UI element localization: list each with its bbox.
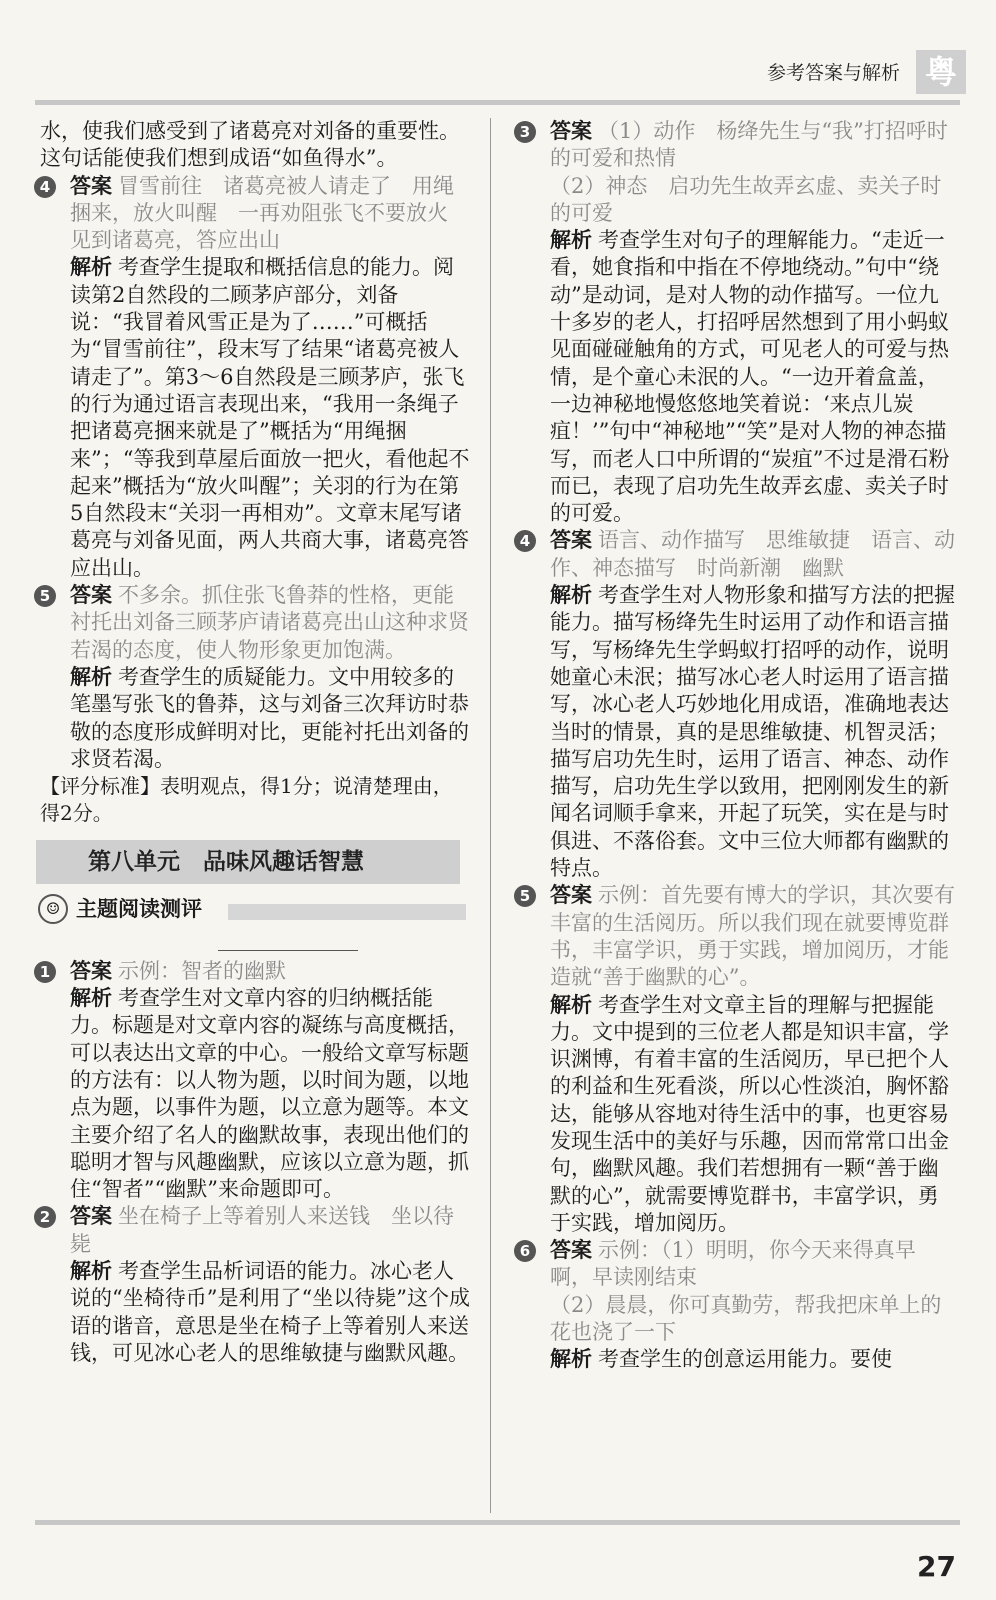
- analysis-label: 解析: [70, 255, 112, 280]
- analysis-text: 考查学生的创意运用能力。要使: [598, 1347, 892, 1372]
- analysis-5: [40, 664, 470, 773]
- analysis-label: 解析: [550, 228, 592, 253]
- answer-text: 语言、动作描写 思维敏捷 语言、动作、神态描写 时尚新潮 幽默: [550, 528, 955, 580]
- answer-label: 答案: [550, 883, 592, 908]
- score-criteria: 【评分标准】表明观点，得1分；说清楚理由，得2分。: [40, 774, 453, 826]
- column-divider: [490, 118, 491, 1513]
- analysis-4-right: [520, 582, 956, 882]
- question-3: [520, 118, 956, 173]
- analysis-4: [40, 254, 470, 582]
- header-rule: [35, 100, 960, 105]
- answer-label: 答案: [70, 958, 112, 983]
- answer-label: 答案: [70, 1204, 112, 1229]
- question-1: [40, 958, 470, 985]
- question-number: 6: [514, 1240, 536, 1262]
- page-header: [0, 0, 996, 106]
- analysis-5-right: [520, 992, 956, 1238]
- right-column: [520, 118, 956, 1374]
- theme-bar: [228, 904, 466, 920]
- question-number: 2: [34, 1206, 56, 1228]
- answer-label: 答案: [550, 119, 592, 143]
- answer-text: 不多余。抓住张飞鲁莽的性格，更能衬托出刘备三顾茅庐请诸葛亮出山这种求贤若渴的态度，使人物形象更加饱满。: [70, 583, 469, 662]
- theme-title: 主题阅读测评: [76, 896, 202, 921]
- answer-text: 坐在椅子上等着别人来送钱 坐以待毙: [70, 1204, 454, 1256]
- answer-label: 答案: [70, 173, 112, 198]
- analysis-label: 解析: [550, 583, 592, 608]
- question-4-right: [520, 527, 956, 582]
- question-number: 5: [514, 885, 536, 907]
- intro-text: 水，使我们感受到了诸葛亮对刘备的重要性。这句话能使我们想到成语“如鱼得水”。: [40, 119, 460, 171]
- answer-text: 冒雪前往 诸葛亮被人请走了 用绳捆来，放火叫醒 一再劝阻张飞不要放火 见到诸葛亮，答应出山: [70, 173, 469, 253]
- question-5-right: [520, 882, 956, 991]
- analysis-label: 解析: [550, 1347, 592, 1372]
- theme-heading: [40, 892, 470, 932]
- region-badge: 粤: [916, 50, 966, 94]
- question-6: [520, 1237, 956, 1292]
- question-4: [40, 173, 470, 255]
- answer-3-part2: [520, 173, 956, 228]
- answer-6-part2: [520, 1292, 956, 1347]
- analysis-text: 考查学生提取和概括信息的能力。阅读第2自然段的二顾茅庐部分，刘备说：“我冒着风雪正是为了……”可概括为“冒雪前往”，段末写了结果“诸葛亮被人请走了”。第3～6自然段是三顾茅庐，张飞的行为通过语言表现出来，“我用一条绳子把诸葛亮捆来就是了”概括为“用绳捆来”；“等我到草屋后面放一把火，看他起不起来”概括为“放火叫醒”；关羽的行为在第5自然段末“关羽一再相劝”。文章末尾写诸葛亮与刘备见面，两人共商大事，诸葛亮答应出山。: [70, 255, 470, 580]
- answer-label: 答案: [550, 528, 592, 553]
- analysis-label: 解析: [70, 664, 112, 689]
- left-column: [40, 118, 470, 1367]
- analysis-text: 考查学生对人物形象和描写方法的把握能力。描写杨绛先生时运用了动作和语言描写，写杨绛先生学蚂蚁打招呼的动作，说明她童心未泯；描写冰心老人时运用了语言描写，冰心老人巧妙地化用成语，准确地表达当时的情景，真的是思维敏捷、机智灵活；描写启功先生时，运用了语言、神态、动作描写，启功先生学以致用，把刚刚发生的新闻名词顺手拿来，开起了玩笑，实在是与时俱进、不落俗套。文中三位大师都有幽默的特点。: [550, 583, 955, 881]
- unit-banner: 第八单元 品味风趣话智慧: [36, 840, 460, 884]
- answer-text: 示例：智者的幽默: [118, 958, 286, 983]
- question-number: 5: [34, 585, 56, 607]
- analysis-text: 考查学生对文章内容的归纳概括能力。标题是对文章内容的凝练与高度概括，可以表达出文章的中心。一般给文章写标题的方法有：以人物为题，以时间为题，以地点为题，以事件为题，以立意为题等。本文主要介绍了名人的幽默故事，表现出他们的聪明才智与风趣幽默，应该以立意为题，抓住“智者”“幽默”来命题即可。: [70, 986, 469, 1202]
- question-5: [40, 582, 470, 664]
- owl-icon: ☺: [38, 894, 68, 924]
- page-number: 27: [917, 1550, 956, 1583]
- question-number: 4: [514, 530, 536, 552]
- question-number: 1: [34, 961, 56, 983]
- header-title: 参考答案与解析: [766, 62, 900, 84]
- answer-text: （1）动作 杨绛先生与“我”打招呼时的可爱和热情: [550, 119, 948, 171]
- analysis-label: 解析: [550, 992, 592, 1017]
- analysis-2: [40, 1258, 470, 1367]
- analysis-1: [40, 985, 470, 1203]
- analysis-label: 解析: [70, 986, 112, 1011]
- answer-text: （2）晨晨，你可真勤劳，帮我把床单上的花也浇了一下: [550, 1292, 942, 1345]
- analysis-3: [520, 227, 956, 527]
- answer-label: 答案: [70, 583, 112, 608]
- analysis-text: 考查学生的质疑能力。文中用较多的笔墨写张飞的鲁莽，这与刘备三次拜访时恭敬的态度形成鲜明对比，更能衬托出刘备的求贤若渴。: [70, 664, 469, 771]
- analysis-label: 解析: [70, 1258, 112, 1283]
- analysis-text: 考查学生对句子的理解能力。“走近一看，她食指和中指在不停地绕动。”句中“绕动”是动词，是对人物的动作描写。一位九十多岁的老人，打招呼居然想到了用小蚂蚁见面碰碰触角的方式，可见老人的可爱与热情，是个童心未泯的人。“一边开着盒盖，一边神秘地慢悠悠地笑着说：‘来点儿炭疽！’”句中“神秘地”“笑”是对人物的神态描写，而老人口中所谓的“炭疽”不过是滑石粉而已，表现了启功先生故弄玄虚、卖关子时的可爱。: [550, 228, 950, 526]
- question-number: 3: [514, 121, 536, 143]
- answer-text: （2）神态 启功先生故弄玄虚、卖关子时的可爱: [550, 173, 942, 225]
- answer-label: 答案: [550, 1238, 592, 1263]
- answer-text: 示例：首先要有博大的学识，其次要有丰富的生活阅历。所以我们现在就要博览群书，丰富学识，勇于实践，增加阅历，才能造就“善于幽默的心”。: [550, 883, 955, 990]
- analysis-6: [520, 1346, 956, 1373]
- analysis-text: 考查学生对文章主旨的理解与把握能力。文中提到的三位老人都是知识丰富，学识渊博，有着丰富的生活阅历，早已把个人的利益和生死看淡，所以心性淡泊，胸怀豁达，能够从容地对待生活中的事，也更容易发现生活中的美好与乐趣，因而常常口出金句，幽默风趣。我们若想拥有一颗“善于幽默的心”，就需要博览群书，丰富学识，勇于实践，增加阅历。: [550, 992, 949, 1235]
- analysis-text: 考查学生品析词语的能力。冰心老人说的“坐椅待币”是利用了“坐以待毙”这个成语的谐音，意思是坐在椅子上等着别人来送钱，可见冰心老人的思维敏捷与幽默风趣。: [70, 1258, 470, 1365]
- question-2: [40, 1203, 470, 1258]
- answer-line: [218, 950, 358, 951]
- question-number: 4: [34, 176, 56, 198]
- footer-rule: [35, 1520, 960, 1525]
- answer-text: 示例：（1）明明，你今天来得真早啊，早读刚结束: [550, 1238, 916, 1290]
